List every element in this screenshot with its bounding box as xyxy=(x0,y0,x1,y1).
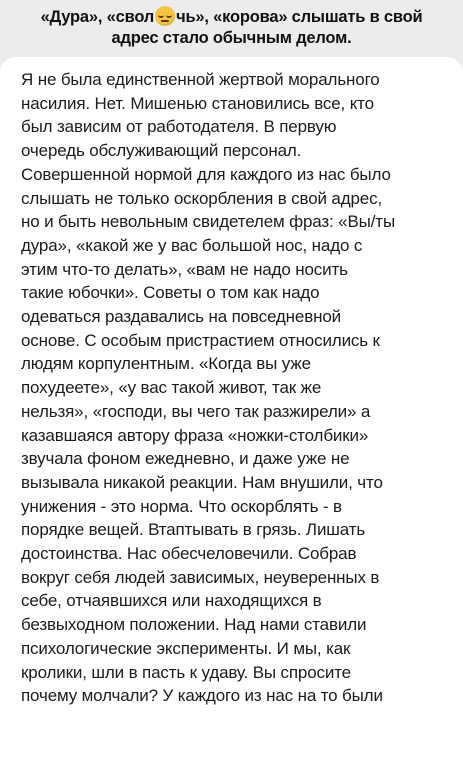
headline xyxy=(0,6,463,49)
headline-line-1 xyxy=(0,6,463,28)
body-line: Совершенной нормой для каждого из нас было xyxy=(21,164,391,184)
headline-line-2: адрес стало обычным делом. xyxy=(111,29,352,47)
body-line: почему молчали? У каждого из нас на то были xyxy=(21,686,383,706)
body-line: дура», «какой же у вас большой нос, надо с xyxy=(21,235,363,255)
body-line: одеваться раздавались на повседневной xyxy=(21,307,341,327)
body-text xyxy=(21,68,451,708)
body-line: безвыходном положении. Над нами ставили xyxy=(21,615,367,635)
body-line: похудеете», «у вас такой живот, так же xyxy=(21,378,322,398)
rolling-eyes-emoji-icon xyxy=(155,6,175,26)
body-line: насилия. Нет. Мишенью становились все, кто xyxy=(21,93,374,113)
body-line: порядке вещей. Втаптывать в грязь. Лишать xyxy=(21,520,366,540)
body-line: очередь обслуживающий персонал. xyxy=(21,141,302,161)
body-line: психологические эксперименты. И мы, как xyxy=(21,638,351,658)
body-line: людям корпулентным. «Когда вы уже xyxy=(21,354,311,374)
body-line: унижения - это норма. Что оскорблять - в xyxy=(21,496,342,516)
body-line: вызывала никакой реакции. Нам внушили, что xyxy=(21,472,383,492)
body-line: Я не была единственной жертвой морального xyxy=(21,70,380,89)
body-line: этим что-то делать», «вам не надо носить xyxy=(21,259,348,279)
body-line: казавшаяся автору фраза «ножки-столбики» xyxy=(21,425,369,445)
body-line: нельзя», «господи, вы чего так разжирели» а xyxy=(21,401,371,421)
body-line: себе, отчаявшихся или находящихся в xyxy=(21,591,322,611)
body-line: кролики, шли в пасть к удаву. Вы спросите xyxy=(21,662,351,682)
headline-text-part-1: «Дура», «свол xyxy=(40,8,155,26)
body-line: звучала фоном ежедневно, и даже уже не xyxy=(21,449,350,469)
headline-text-part-2: чь», «корова» слышать в свой xyxy=(176,8,423,26)
body-line: слышать не только оскорбления в свой адрес, xyxy=(21,188,383,208)
body-line: достоинства. Нас обесчеловечили. Собрав xyxy=(21,544,357,564)
body-line: основе. С особым пристрастием относились к xyxy=(21,330,380,350)
body-line: был зависим от работодателя. В первую xyxy=(21,117,337,137)
body-line: но и быть невольным свидетелем фраз: «Вы/ты xyxy=(21,212,396,232)
body-line: вокруг себя людей зависимых, неуверенных в xyxy=(21,567,380,587)
body-line: такие юбочки». Советы о том как надо xyxy=(21,283,320,303)
